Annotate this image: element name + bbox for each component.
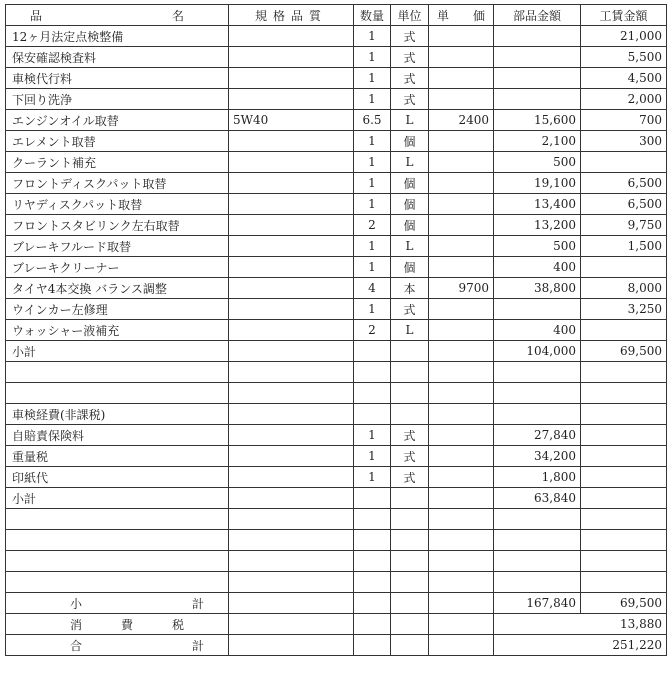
item-qty: 1 — [354, 89, 391, 110]
header-qty: 数量 — [354, 5, 391, 26]
item-unit-price — [429, 131, 494, 152]
total-subtotal-row — [6, 593, 667, 614]
item-qty — [354, 362, 391, 383]
item-qty: 1 — [354, 467, 391, 488]
item-spec — [229, 236, 354, 257]
item-parts-amount — [494, 68, 581, 89]
item-qty: 1 — [354, 68, 391, 89]
grand-total-amount: 251,220 — [494, 635, 667, 656]
item-unit: 式 — [391, 47, 429, 68]
item-unit — [391, 362, 429, 383]
item-name — [6, 509, 229, 530]
grand-total-label: 合 計 — [6, 635, 229, 656]
item-spec — [229, 509, 354, 530]
table-row — [6, 299, 667, 320]
estimate-table — [5, 4, 667, 656]
item-unit: L — [391, 152, 429, 173]
item-labor-amount: 69,500 — [581, 341, 667, 362]
item-labor-amount — [581, 152, 667, 173]
item-unit — [391, 551, 429, 572]
item-labor-amount — [581, 362, 667, 383]
item-labor-amount: 5,500 — [581, 47, 667, 68]
item-labor-amount — [581, 551, 667, 572]
item-qty: 1 — [354, 152, 391, 173]
item-labor-amount: 8,000 — [581, 278, 667, 299]
item-name: ブレーキフルード取替 — [6, 236, 229, 257]
item-spec — [229, 383, 354, 404]
item-unit: 個 — [391, 194, 429, 215]
item-qty: 1 — [354, 425, 391, 446]
item-parts-amount — [494, 551, 581, 572]
table-row — [6, 68, 667, 89]
header-item-name: 品 名 — [6, 5, 229, 26]
item-parts-amount: 400 — [494, 257, 581, 278]
item-labor-amount: 4,500 — [581, 68, 667, 89]
item-name: リヤディスクパット取替 — [6, 194, 229, 215]
item-name: 車検代行料 — [6, 68, 229, 89]
item-name: 小計 — [6, 488, 229, 509]
item-unit: 式 — [391, 26, 429, 47]
table-row — [6, 131, 667, 152]
item-name: 印紙代 — [6, 467, 229, 488]
item-qty — [354, 551, 391, 572]
table-row — [6, 26, 667, 47]
item-unit-price — [429, 467, 494, 488]
item-qty: 1 — [354, 131, 391, 152]
table-row — [6, 320, 667, 341]
item-qty: 1 — [354, 257, 391, 278]
item-parts-amount — [494, 89, 581, 110]
item-qty: 1 — [354, 26, 391, 47]
header-row — [6, 5, 667, 26]
item-name: フロントディスクパット取替 — [6, 173, 229, 194]
item-qty — [354, 530, 391, 551]
item-spec — [229, 278, 354, 299]
item-unit — [391, 509, 429, 530]
item-name — [6, 362, 229, 383]
item-unit-price — [429, 47, 494, 68]
item-name: 下回り洗浄 — [6, 89, 229, 110]
item-parts-amount: 104,000 — [494, 341, 581, 362]
item-spec — [229, 446, 354, 467]
header-unit-price: 単 価 — [429, 5, 494, 26]
item-unit: 本 — [391, 278, 429, 299]
item-spec — [229, 530, 354, 551]
table-row — [6, 257, 667, 278]
item-spec — [229, 68, 354, 89]
item-spec — [229, 404, 354, 425]
item-qty: 6.5 — [354, 110, 391, 131]
item-unit-price: 2400 — [429, 110, 494, 131]
item-name — [6, 383, 229, 404]
item-spec — [229, 362, 354, 383]
item-qty — [354, 488, 391, 509]
item-spec — [229, 152, 354, 173]
item-name: 自賠責保険料 — [6, 425, 229, 446]
item-labor-amount: 3,250 — [581, 299, 667, 320]
table-row — [6, 530, 667, 551]
item-unit: 個 — [391, 173, 429, 194]
item-unit: 式 — [391, 89, 429, 110]
table-row — [6, 362, 667, 383]
item-labor-amount: 300 — [581, 131, 667, 152]
item-labor-amount: 2,000 — [581, 89, 667, 110]
item-unit-price — [429, 173, 494, 194]
item-parts-amount — [494, 26, 581, 47]
table-row — [6, 194, 667, 215]
item-parts-amount: 19,100 — [494, 173, 581, 194]
item-labor-amount: 9,750 — [581, 215, 667, 236]
item-spec — [229, 215, 354, 236]
item-name: 車検経費(非課税) — [6, 404, 229, 425]
item-qty: 1 — [354, 47, 391, 68]
tax-row — [6, 614, 667, 635]
item-qty: 1 — [354, 446, 391, 467]
item-qty: 4 — [354, 278, 391, 299]
table-row — [6, 110, 667, 131]
header-parts-amount: 部品金額 — [494, 5, 581, 26]
item-parts-amount — [494, 47, 581, 68]
item-parts-amount: 500 — [494, 152, 581, 173]
item-labor-amount — [581, 509, 667, 530]
table-row — [6, 47, 667, 68]
item-unit — [391, 530, 429, 551]
item-unit — [391, 572, 429, 593]
item-parts-amount: 38,800 — [494, 278, 581, 299]
item-labor-amount: 6,500 — [581, 173, 667, 194]
header-labor-amount: 工賃金額 — [581, 5, 667, 26]
item-name: フロントスタビリンク左右取替 — [6, 215, 229, 236]
item-unit-price — [429, 530, 494, 551]
item-parts-amount — [494, 572, 581, 593]
item-spec — [229, 131, 354, 152]
item-labor-amount — [581, 467, 667, 488]
item-name — [6, 572, 229, 593]
item-parts-amount: 27,840 — [494, 425, 581, 446]
item-name: 保安確認検査料 — [6, 47, 229, 68]
grand-total-row — [6, 635, 667, 656]
item-labor-amount — [581, 383, 667, 404]
item-spec — [229, 488, 354, 509]
item-qty: 1 — [354, 299, 391, 320]
item-spec — [229, 89, 354, 110]
table-row — [6, 572, 667, 593]
item-parts-amount — [494, 362, 581, 383]
table-row — [6, 425, 667, 446]
item-labor-amount — [581, 404, 667, 425]
item-qty: 1 — [354, 173, 391, 194]
item-qty: 2 — [354, 320, 391, 341]
item-name — [6, 551, 229, 572]
item-name: 重量税 — [6, 446, 229, 467]
item-unit-price — [429, 215, 494, 236]
item-unit: 式 — [391, 299, 429, 320]
item-unit-price — [429, 299, 494, 320]
table-row — [6, 509, 667, 530]
table-row — [6, 467, 667, 488]
item-spec — [229, 467, 354, 488]
item-unit-price — [429, 26, 494, 47]
item-parts-amount: 2,100 — [494, 131, 581, 152]
item-labor-amount: 21,000 — [581, 26, 667, 47]
item-spec — [229, 194, 354, 215]
item-parts-amount — [494, 299, 581, 320]
tax-amount: 13,880 — [494, 614, 667, 635]
item-parts-amount: 15,600 — [494, 110, 581, 131]
item-unit — [391, 341, 429, 362]
item-unit — [391, 383, 429, 404]
table-row — [6, 488, 667, 509]
item-unit-price — [429, 572, 494, 593]
item-unit-price — [429, 488, 494, 509]
item-spec — [229, 257, 354, 278]
item-unit-price — [429, 446, 494, 467]
table-row — [6, 236, 667, 257]
table-row — [6, 551, 667, 572]
item-name: 小計 — [6, 341, 229, 362]
subtotal-labor: 69,500 — [581, 593, 667, 614]
item-spec — [229, 320, 354, 341]
item-name: クーラント補充 — [6, 152, 229, 173]
item-labor-amount: 1,500 — [581, 236, 667, 257]
item-labor-amount — [581, 572, 667, 593]
header-unit: 単位 — [391, 5, 429, 26]
item-parts-amount: 34,200 — [494, 446, 581, 467]
item-parts-amount: 1,800 — [494, 467, 581, 488]
item-qty — [354, 341, 391, 362]
item-labor-amount — [581, 530, 667, 551]
item-unit-price — [429, 152, 494, 173]
item-spec — [229, 173, 354, 194]
item-spec — [229, 299, 354, 320]
item-parts-amount — [494, 509, 581, 530]
item-parts-amount — [494, 530, 581, 551]
subtotal-parts: 167,840 — [494, 593, 581, 614]
item-labor-amount — [581, 446, 667, 467]
item-parts-amount: 400 — [494, 320, 581, 341]
item-spec — [229, 572, 354, 593]
item-labor-amount: 700 — [581, 110, 667, 131]
item-spec — [229, 425, 354, 446]
item-qty: 1 — [354, 236, 391, 257]
item-unit-price — [429, 257, 494, 278]
item-unit-price — [429, 425, 494, 446]
item-parts-amount — [494, 383, 581, 404]
item-unit-price — [429, 194, 494, 215]
item-parts-amount — [494, 404, 581, 425]
item-name: エンジンオイル取替 — [6, 110, 229, 131]
item-qty — [354, 383, 391, 404]
table-row — [6, 446, 667, 467]
item-name: エレメント取替 — [6, 131, 229, 152]
table-row — [6, 383, 667, 404]
item-qty — [354, 404, 391, 425]
item-unit: 個 — [391, 215, 429, 236]
item-unit-price — [429, 320, 494, 341]
item-spec — [229, 47, 354, 68]
item-spec — [229, 551, 354, 572]
header-spec: 規格品質 — [229, 5, 354, 26]
item-unit — [391, 404, 429, 425]
item-name: 12ヶ月法定点検整備 — [6, 26, 229, 47]
item-spec — [229, 26, 354, 47]
item-unit: L — [391, 320, 429, 341]
table-row — [6, 152, 667, 173]
item-name: ウインカー左修理 — [6, 299, 229, 320]
item-unit: 式 — [391, 467, 429, 488]
item-name — [6, 530, 229, 551]
item-parts-amount: 13,400 — [494, 194, 581, 215]
item-parts-amount: 63,840 — [494, 488, 581, 509]
table-row — [6, 89, 667, 110]
item-unit — [391, 488, 429, 509]
item-name: タイヤ4本交換 バランス調整 — [6, 278, 229, 299]
item-parts-amount: 13,200 — [494, 215, 581, 236]
item-unit-price — [429, 383, 494, 404]
item-unit-price — [429, 68, 494, 89]
item-unit: L — [391, 110, 429, 131]
table-row — [6, 404, 667, 425]
item-spec — [229, 341, 354, 362]
item-spec: 5W40 — [229, 110, 354, 131]
item-qty — [354, 572, 391, 593]
table-row — [6, 278, 667, 299]
table-row — [6, 341, 667, 362]
item-unit: 個 — [391, 131, 429, 152]
item-labor-amount — [581, 320, 667, 341]
item-unit-price — [429, 404, 494, 425]
item-labor-amount — [581, 257, 667, 278]
item-labor-amount — [581, 425, 667, 446]
item-unit-price — [429, 89, 494, 110]
item-unit: 式 — [391, 68, 429, 89]
item-unit-price — [429, 236, 494, 257]
item-unit-price — [429, 362, 494, 383]
subtotal-label: 小 計 — [6, 593, 229, 614]
item-qty: 2 — [354, 215, 391, 236]
tax-label: 消 費 税 — [6, 614, 229, 635]
table-row — [6, 173, 667, 194]
item-name: ウォッシャー液補充 — [6, 320, 229, 341]
item-unit-price — [429, 551, 494, 572]
item-unit-price — [429, 509, 494, 530]
item-unit: 式 — [391, 425, 429, 446]
item-labor-amount — [581, 488, 667, 509]
table-row — [6, 215, 667, 236]
item-parts-amount: 500 — [494, 236, 581, 257]
item-name: ブレーキクリーナー — [6, 257, 229, 278]
item-unit: L — [391, 236, 429, 257]
item-unit: 個 — [391, 257, 429, 278]
item-unit-price: 9700 — [429, 278, 494, 299]
item-unit: 式 — [391, 446, 429, 467]
item-qty — [354, 509, 391, 530]
item-labor-amount: 6,500 — [581, 194, 667, 215]
item-unit-price — [429, 341, 494, 362]
item-qty: 1 — [354, 194, 391, 215]
